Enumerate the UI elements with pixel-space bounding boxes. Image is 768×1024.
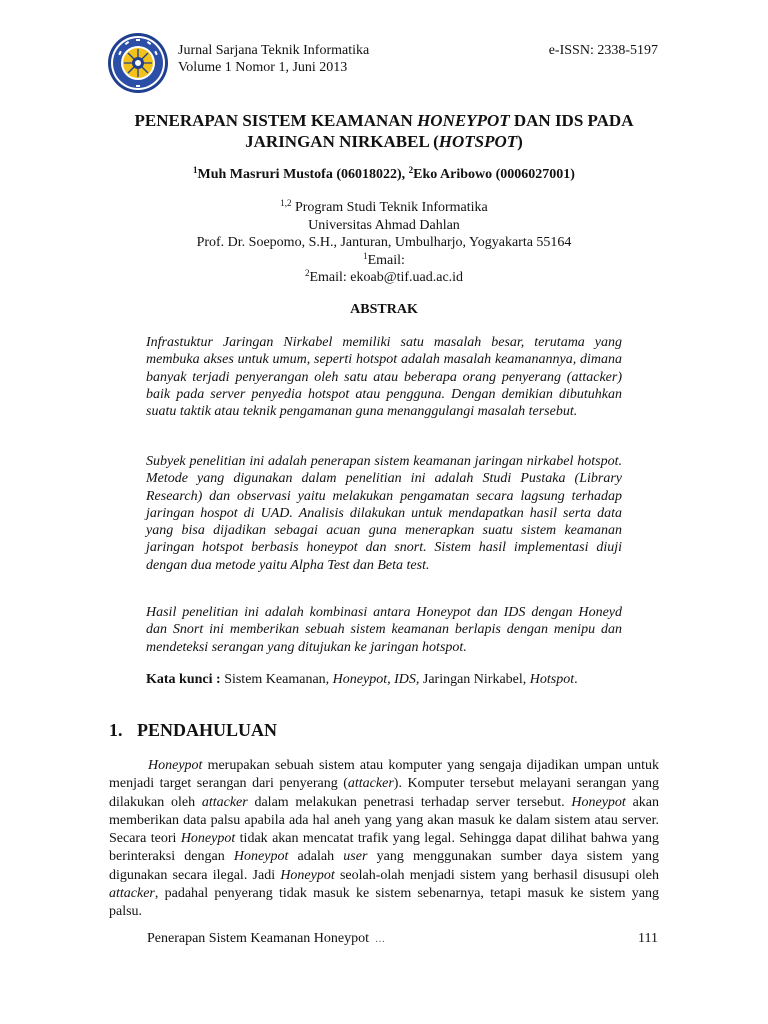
keywords	[146, 671, 622, 689]
keywords-label: Kata kunci :	[146, 672, 221, 687]
body-span: dalam melakukan penetrasi terhadap server tersebut.	[247, 794, 572, 810]
body-italic: Honeypot	[280, 867, 335, 883]
affiliation-address: Prof. Dr. Soepomo, S.H., Janturan, Umbulharjo, Yogyakarta 55164	[196, 235, 572, 250]
email-superscript: 2	[304, 268, 310, 278]
title-italic-honeypot: HONEYPOT	[417, 111, 510, 130]
footer-ellipsis: …	[375, 934, 385, 945]
body-italic: attacker	[109, 886, 155, 902]
abstract-text: Infrastuktur Jaringan Nirkabel memiliki satu masalah besar, terutama yang membuka akses untuk umum, seperti hotspot adalah masalah keamanannya, dimana banyak terjadi penyerangan oleh satu atau beberapa orang penyerang (attacker) baik pada server penyedia hotspot atau pengguna. Dengan demikian dibutuhkan suatu taktik atau teknik pengamanan guna menanggulangi masalah tersebut.	[146, 335, 622, 420]
author-1: Muh Masruri Mustofa (06018022),	[197, 167, 409, 182]
abstract-paragraph-3	[146, 604, 622, 656]
body-italic: Honeypot	[148, 758, 203, 773]
journal-volume: Volume 1 Nomor 1, Juni 2013	[178, 60, 348, 75]
body-italic: attacker	[347, 776, 394, 792]
email-2: Email: ekoab@tif.uad.ac.id	[309, 270, 464, 285]
author-superscript: 1	[193, 165, 198, 175]
university-logo	[107, 32, 169, 94]
author-superscript: 2	[408, 165, 414, 175]
body-span: adalah	[288, 849, 344, 865]
email-1: Email:	[367, 252, 405, 268]
body-italic: Honeypot	[233, 849, 289, 865]
author-2: Eko Aribowo (0006027001)	[413, 167, 575, 182]
title-italic-hotspot: HOTSPOT	[438, 132, 518, 151]
abstract-heading: ABSTRAK	[350, 302, 418, 317]
paper-title	[100, 110, 668, 152]
abstract-text: Hasil penelitian ini adalah kombinasi antara Honeypot dan IDS dengan Honeyd dan Snort ini memberikan sebuah sistem keamanan berlapis dengan menipu dan mendeteksi serangan yang ditujukan ke jaringan hotspot.	[146, 605, 622, 655]
body-paragraph	[109, 757, 659, 922]
title-text: PENERAPAN SISTEM KEAMANAN	[134, 111, 418, 130]
affiliation-block	[100, 199, 668, 287]
section-number: 1.	[109, 720, 123, 740]
body-italic: user	[343, 849, 368, 865]
title-text: )	[517, 132, 523, 151]
journal-issn: e-ISSN: 2338-5197	[548, 43, 658, 58]
affiliation-superscript: 1,2	[280, 198, 292, 208]
body-italic: attacker	[201, 794, 248, 810]
body-span: ). Komputer tersebut melayani serangan yang dilakukan oleh	[109, 776, 659, 810]
abstract-paragraph-2	[146, 453, 622, 574]
body-text	[109, 757, 659, 922]
body-italic: Honeypot	[180, 831, 236, 847]
section-title: PENDAHULUAN	[137, 720, 278, 740]
keyword: Sistem Keamanan	[220, 672, 326, 687]
body-span: seolah-olah menjadi sistem yang berhasil disusupi oleh	[334, 867, 659, 883]
keyword: Hotspot	[529, 672, 575, 687]
title-text: JARINGAN NIRKABEL (	[245, 132, 439, 151]
affiliation-program: Program Studi Teknik Informatika	[291, 200, 488, 215]
keyword-punct: .	[574, 672, 578, 687]
abstract-paragraph-1	[146, 334, 622, 420]
journal-header	[178, 42, 369, 76]
body-span: merupakan sebuah sistem atau komputer yang sengaja dijadikan umpan untuk menjadi target serangan dari penyerang (	[109, 758, 659, 792]
keyword: , Honeypot, IDS,	[325, 672, 420, 687]
body-span: tidak akan mencatat trafik yang legal. Sehingga dapat dilihat bahwa yang berinteraksi dengan	[109, 831, 659, 865]
title-text: DAN IDS PADA	[509, 111, 634, 130]
body-span: , padahal penyerang tidak masuk ke sistem sebenarnya, tetapi masuk ke sistem yang palsu.	[109, 886, 659, 920]
running-title: Penerapan Sistem Keamanan Honeypot	[147, 931, 369, 946]
journal-name: Jurnal Sarjana Teknik Informatika	[178, 43, 370, 58]
section-heading	[109, 720, 277, 741]
affiliation-university: Universitas Ahmad Dahlan	[308, 217, 460, 233]
page-number: 111	[638, 931, 658, 946]
keyword: Jaringan Nirkabel,	[419, 672, 530, 687]
body-span: akan memberikan data palsu apabila ada hal aneh yang yang akan masuk ke dalam sistem atau server. Secara teori	[109, 794, 659, 847]
email-superscript: 1	[363, 250, 368, 261]
body-span: yang menggunakan sumber daya sistem yang digunakan secara ilegal. Jadi	[109, 849, 660, 883]
authors-line	[100, 166, 668, 184]
running-footer	[147, 931, 385, 947]
body-italic: Honeypot	[571, 794, 626, 810]
abstract-text: Subyek penelitian ini adalah penerapan sistem keamanan jaringan nirkabel hotspot. Metode yang digunakan dalam penelitian ini adalah Studi Pustaka (Library Research) dan observasi yaitu melakukan pengamatan secara lagsung terhadap jaringan hospot di UAD. Analisis dilakukan untuk mendapatkan hasil serta data yang bisa dijadikan sebagai acuan guna menerapkan suatu sistem keamanan jaringan hotspot berbasis honeypot dan snort. Sistem hasil implementasi diuji dengan dua metode yaitu Alpha Test dan Beta test.	[146, 454, 622, 573]
